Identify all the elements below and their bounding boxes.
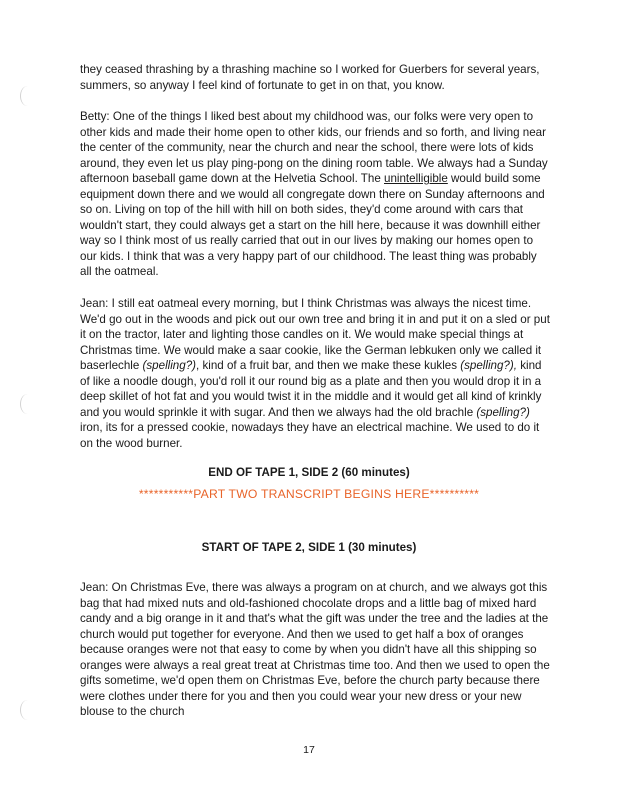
paragraph-text: would build some equipment down there and we would all congregate down there on Sunday afternoons and so on. Living on top of the hill with hill on both sides, they'd come around with cars that wouldn't start, they could always get a start on the hill here, because it was downhill either way so I think most of us really carried that out in our lives by making our homes open to our kids. I think that was a very happy part of our childhood. The least thing was probably all the oatmeal. — [80, 172, 545, 278]
spelling-note: (spelling?), — [460, 359, 517, 372]
paragraph-text: Jean: On Christmas Eve, there was always a program on at church, and we always got this bag that had mixed nuts and old-fashioned chocolate drops and a little bag of mixed hard candy and a big orange in it and that's what the gift was under the tree and the ladies at the church would put together for everyone. And then we used to get half a box of oranges because oranges were not that easy to come by when you didn't have all this shipping so oranges were always a real great treat at Christmas time too. And then we used to open the gifts sometime, we'd open them on Christmas Eve, before the church party because there were clothes under there for you and then you could wear your new dress or your new blouse to the church — [80, 581, 550, 718]
paragraph-text: Jean: I still eat oatmeal every morning, but I think Christmas was always the nicest time. We'd go out in the woods and pick out our own tree and bring it in and put it on a sled or put it on the tractor, later and lighting those candles on it. We would make special things at Christmas time. We would make a saar cookie, like the German lebkuken only we called it baserlechle — [80, 297, 550, 372]
tape-end-heading: END OF TAPE 1, SIDE 2 (60 minutes) — [208, 466, 410, 479]
hole-punch-mark — [20, 700, 35, 720]
paragraph-text: , kind of a fruit bar, and then we make these kukles — [196, 359, 461, 372]
page-number: 17 — [303, 744, 315, 756]
paragraph-continuation — [80, 62, 550, 93]
paragraph-text: iron, its for a pressed cookie, nowadays they have an electrical machine. We used to do it on the wood burner. — [80, 421, 540, 450]
hole-punch-mark — [20, 394, 35, 414]
paragraph-text: kind of like a noodle dough, you'd roll it our round big as a plate and then you would drop it in a deep skillet of hot fat and you would twist it in the middle and it would get all kind of krinkly and you would sprinkle it with sugar. And then we always had the old brachle — [80, 359, 542, 419]
spelling-note: (spelling?) — [142, 359, 197, 372]
paragraph-jean-christmas-eve — [80, 580, 550, 720]
paragraph-text: they ceased thrashing by a thrashing machine so I worked for Guerbers for several years, summers, so anyway I feel kind of fortunate to get in on that, you know. — [80, 63, 540, 92]
tape-start-heading: START OF TAPE 2, SIDE 1 (30 minutes) — [201, 541, 417, 554]
spelling-note: (spelling?) — [476, 405, 530, 419]
paragraph-jean-christmas — [80, 296, 550, 451]
paragraph-text: Betty: One of the things I liked best about my childhood was, our folks were very open to other kids and made their home open to other kids, our friends and so forth, and living near the center of the community, near the church and near the school, there were lots of kids around, they even let us play ping-pong on the dining room table. We always had a Sunday afternoon baseball game down at the Helvetia School. The — [80, 110, 548, 185]
paragraph-betty — [80, 109, 550, 280]
hole-punch-mark — [20, 86, 35, 106]
underlined-note: unintelligible — [384, 172, 448, 185]
part-two-banner: ***********PART TWO TRANSCRIPT BEGINS HERE********** — [138, 487, 480, 501]
